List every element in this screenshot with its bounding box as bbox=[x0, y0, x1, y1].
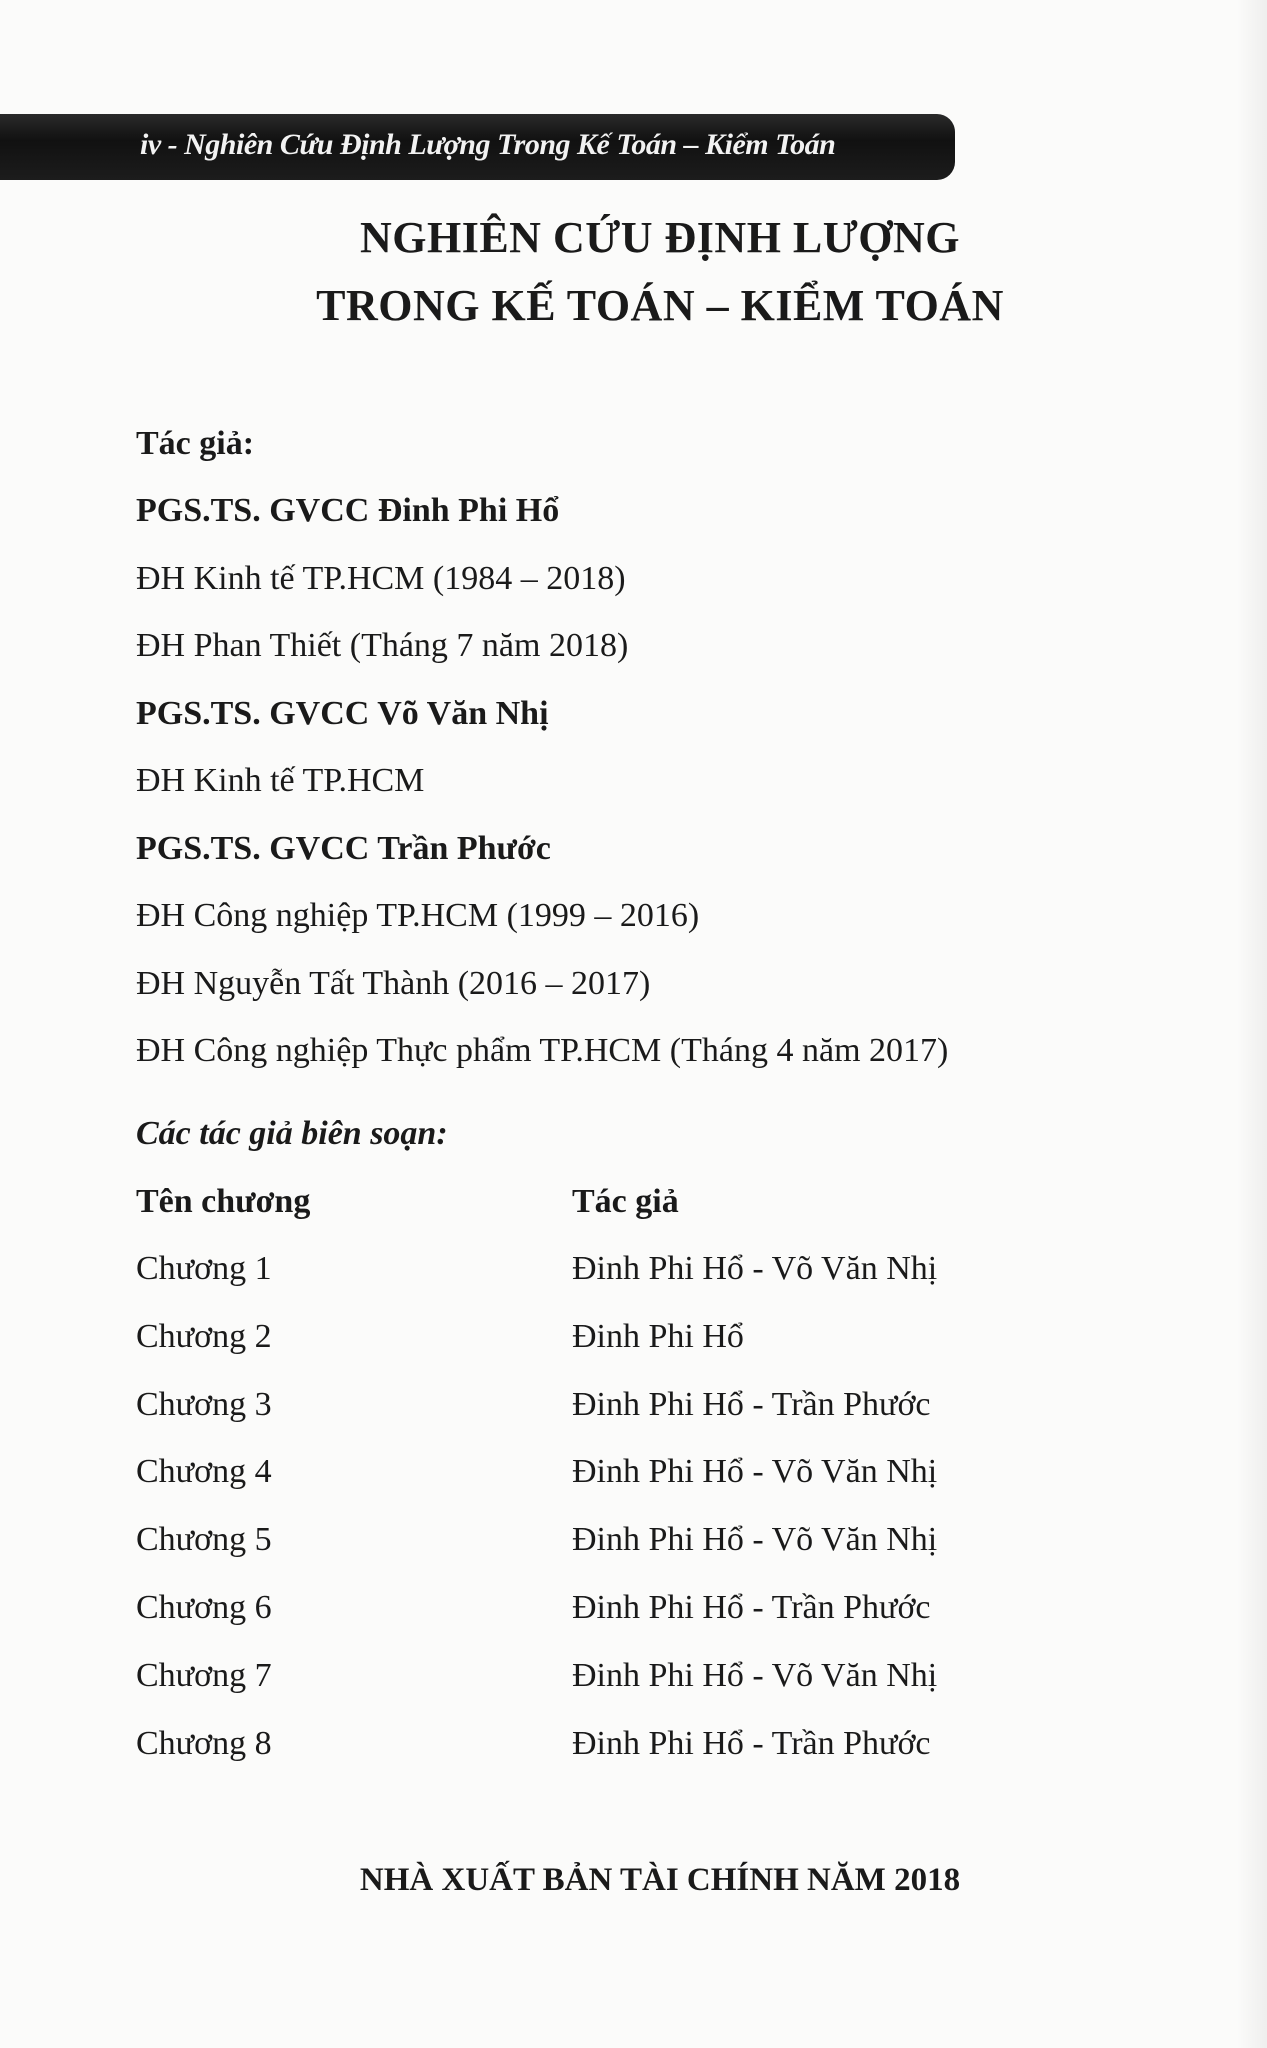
row-chapter: Chương 8 bbox=[136, 1724, 272, 1762]
row-author: Đinh Phi Hổ - Võ Văn Nhị bbox=[572, 1250, 938, 1287]
contributors-label: Các tác giả biên soạn: bbox=[136, 1115, 448, 1152]
row-chapter: Chương 3 bbox=[136, 1385, 272, 1423]
running-header-bar bbox=[0, 114, 955, 180]
row-chapter: Chương 6 bbox=[136, 1589, 272, 1626]
author-affiliation: ĐH Kinh tế TP.HCM bbox=[136, 762, 425, 799]
row-author: Đinh Phi Hổ - Trần Phước bbox=[572, 1385, 931, 1423]
row-chapter: Chương 4 bbox=[136, 1453, 272, 1491]
author-name: PGS.TS. GVCC Võ Văn Nhị bbox=[136, 694, 549, 732]
row-chapter: Chương 5 bbox=[136, 1521, 272, 1559]
author-name: PGS.TS. GVCC Đinh Phi Hổ bbox=[136, 492, 560, 529]
row-author: Đinh Phi Hổ - Trần Phước bbox=[572, 1724, 931, 1762]
column-header-chapter: Tên chương bbox=[136, 1183, 311, 1220]
row-author: Đinh Phi Hổ - Võ Văn Nhị bbox=[572, 1521, 938, 1559]
column-header-author: Tác giả bbox=[572, 1183, 679, 1220]
author-name: PGS.TS. GVCC Trần Phước bbox=[136, 829, 551, 867]
row-author: Đinh Phi Hổ bbox=[572, 1317, 744, 1355]
book-title-line-2: TRONG KẾ TOÁN – KIỂM TOÁN bbox=[316, 281, 1004, 330]
row-chapter: Chương 2 bbox=[136, 1317, 272, 1355]
author-affiliation: ĐH Công nghiệp Thực phẩm TP.HCM (Tháng 4 năm 2017) bbox=[136, 1032, 949, 1069]
author-affiliation: ĐH Kinh tế TP.HCM (1984 – 2018) bbox=[136, 559, 626, 597]
row-author: Đinh Phi Hổ - Võ Văn Nhị bbox=[572, 1453, 938, 1491]
row-chapter: Chương 1 bbox=[136, 1250, 272, 1287]
author-affiliation: ĐH Công nghiệp TP.HCM (1999 – 2016) bbox=[136, 897, 700, 934]
row-author: Đinh Phi Hổ - Võ Văn Nhị bbox=[572, 1656, 938, 1694]
book-title-line-1: NGHIÊN CỨU ĐỊNH LƯỢNG bbox=[359, 213, 961, 262]
row-chapter: Chương 7 bbox=[136, 1656, 272, 1694]
author-affiliation: ĐH Phan Thiết (Tháng 7 năm 2018) bbox=[136, 627, 629, 664]
publisher-footer: NHÀ XUẤT BẢN TÀI CHÍNH NĂM 2018 bbox=[359, 1862, 961, 1898]
running-header-text: iv - Nghiên Cứu Định Lượng Trong Kế Toán – Kiểm Toán bbox=[140, 128, 836, 161]
row-author: Đinh Phi Hổ - Trần Phước bbox=[572, 1589, 931, 1626]
page-edge-shadow bbox=[1237, 0, 1267, 2048]
author-affiliation: ĐH Nguyễn Tất Thành (2016 – 2017) bbox=[136, 964, 651, 1002]
authors-label: Tác giả: bbox=[136, 425, 255, 462]
